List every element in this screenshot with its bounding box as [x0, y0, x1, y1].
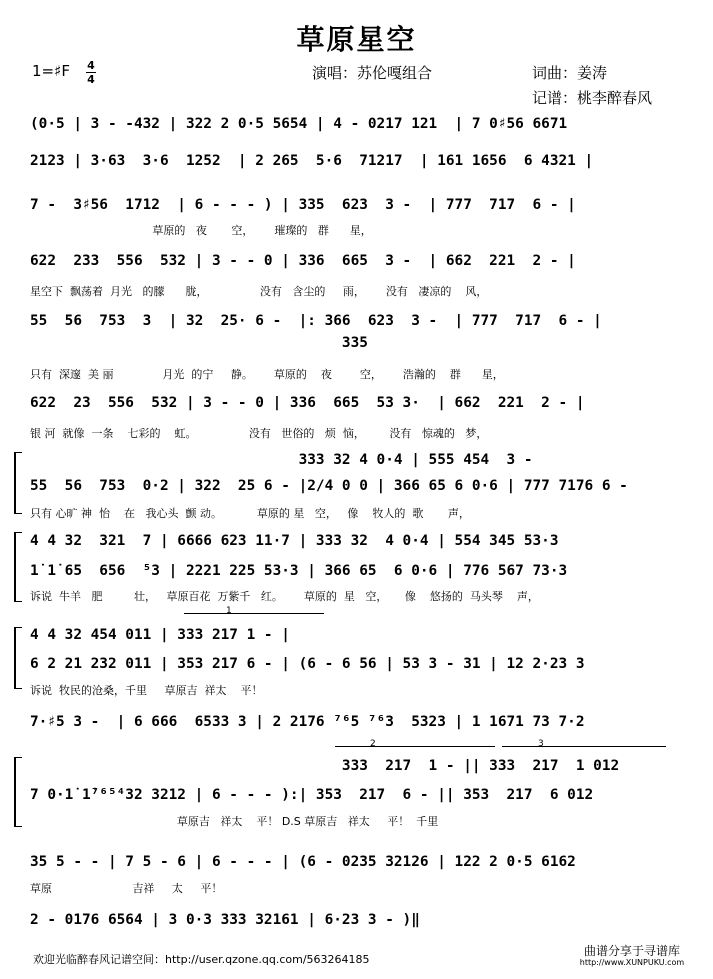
- volta-3-label: 3: [538, 739, 544, 749]
- singer-credit: 演唱：苏伦嘎组合: [312, 64, 433, 82]
- lyrics-row-11: 草原吉 祥太 平！ D.S 草原吉 祥太 平！ 千里: [30, 815, 439, 828]
- time-signature: [84, 60, 98, 85]
- composer-credit: 词曲：姜涛: [532, 64, 608, 82]
- notation-row-7: 55 56 753 0·2 | 322 25 6 - |2/4 0 0 | 366 65 6 0·6 | 777 7176 6 -: [30, 478, 628, 494]
- lyrics-row-3: 草原的 夜 空， 璀璨的 群 星，: [30, 224, 372, 237]
- site-name: 曲谱分享于寻谱库: [583, 944, 680, 958]
- notation-row-10: 7·♯5 3 - | 6 666 6533 3 | 2 2176 ⁷⁶5 ⁷⁶3 5323 | 1 1671 73 7·2: [30, 714, 585, 730]
- volta-1-label: 1: [226, 606, 232, 616]
- volta-2-label: 2: [370, 739, 376, 749]
- lyrics-row-8: 诉说 牛羊 肥 壮， 草原百花 万紫千 红。 草原的 星 空， 像 悠扬的 马头琴 声，: [30, 590, 539, 603]
- transcriber-credit: 记谱：桃李醉春风: [532, 89, 653, 107]
- notation-row-8-top: 4 4 32 321 7 | 6666 623 11·7 | 333 32 4 0·4 | 554 345 53·3: [30, 533, 559, 549]
- lyrics-row-9: 诉说 牧民的沧桑，千里 草原吉 祥太 平！: [30, 684, 263, 697]
- time-signature-top: 4: [87, 59, 95, 72]
- site-watermark: [562, 944, 702, 974]
- time-signature-bottom: 4: [87, 73, 95, 86]
- lyrics-row-12: 草原 吉祥 太 平！: [30, 882, 223, 895]
- page-title: 草原星空: [296, 23, 417, 56]
- notation-row-1: (0·5 | 3 - -432 | 322 2 0·5 5654 | 4 - 0217 121 | 7 0♯56 6671: [30, 116, 568, 132]
- notation-row-9: 6 2 21 232 011 | 353 217 6 - | (6 - 6 56 | 53 3 - 31 | 12 2·23 3: [30, 656, 585, 672]
- notation-row-7-top: 333 32 4 0·4 | 555 454 3 -: [30, 452, 533, 468]
- notation-row-9-top: 4 4 32 454 011 | 333 217 1 - |: [30, 627, 290, 643]
- notation-row-5-sub: 335: [30, 335, 368, 351]
- notation-row-11-top: 333 217 1 - || 333 217 1 012: [30, 758, 620, 774]
- volta-3-line: [502, 746, 666, 747]
- system-brace-1: [14, 452, 22, 514]
- notation-row-13: 2 - 0176 6564 | 3 0·3 333 32161 | 6·23 3 - )‖: [30, 912, 420, 928]
- notation-row-12: 35 5 - - | 7 5 - 6 | 6 - - - | (6 - 0235 32126 | 122 2 0·5 6162: [30, 854, 576, 870]
- volta-2-line: [335, 746, 495, 747]
- key-signature: 1=♯F: [32, 62, 70, 80]
- lyrics-row-7: 只有 心旷 神 怡 在 我心头 颤 动。 草原的 星 空， 像 牧人的 歌 声，: [30, 507, 470, 520]
- system-brace-2: [14, 532, 22, 602]
- lyrics-row-4: 星空下 飘荡着 月光 的朦 胧， 没有 含尘的 雨， 没有 凄凉的 风，: [30, 285, 488, 298]
- system-brace-3: [14, 627, 22, 689]
- notation-row-4: 622 233 556 532 | 3 - - 0 | 336 665 3 - | 662 221 2 - |: [30, 253, 576, 269]
- footer-url: 欢迎光临醉春风记谱空间：http://user.qzone.qq.com/563264185: [33, 953, 370, 966]
- system-brace-4: [14, 757, 22, 827]
- notation-row-2: 2123 | 3·63 3·6 1252 | 2 265 5·6 71217 | 161 1656 6 4321 |: [30, 153, 594, 169]
- notation-row-11: 7 0·1̇ 1̇⁷⁶⁵⁴32 3212 | 6 - - - ):| 353 217 6 - || 353 217 6 012: [30, 787, 594, 803]
- notation-row-6: 622 23 556 532 | 3 - - 0 | 336 665 53 3· | 662 221 2 - |: [30, 395, 585, 411]
- notation-row-3: 7 - 3♯56 1712 | 6 - - - ) | 335 623 3 - | 777 717 6 - |: [30, 197, 576, 213]
- lyrics-row-5: 只有 深邃 美 丽 月光 的宁 静。 草原的 夜 空， 浩瀚的 群 星，: [30, 368, 504, 381]
- site-url: http://www.XUNPUKU.com: [579, 958, 685, 967]
- lyrics-row-6: 银 河 就像 一条 七彩的 虹。 没有 世俗的 烦 恼， 没有 惊魂的 梦，: [30, 427, 488, 440]
- notation-row-8: 1̇ 1̇ 65 656 ⁵3 | 2221 225 53·3 | 366 65 6 0·6 | 776 567 73·3: [30, 563, 568, 579]
- notation-row-5: 55 56 753 3 | 32 25· 6 - |: 366 623 3 - | 777 717 6 - |: [30, 313, 602, 329]
- volta-1-line: [184, 613, 324, 614]
